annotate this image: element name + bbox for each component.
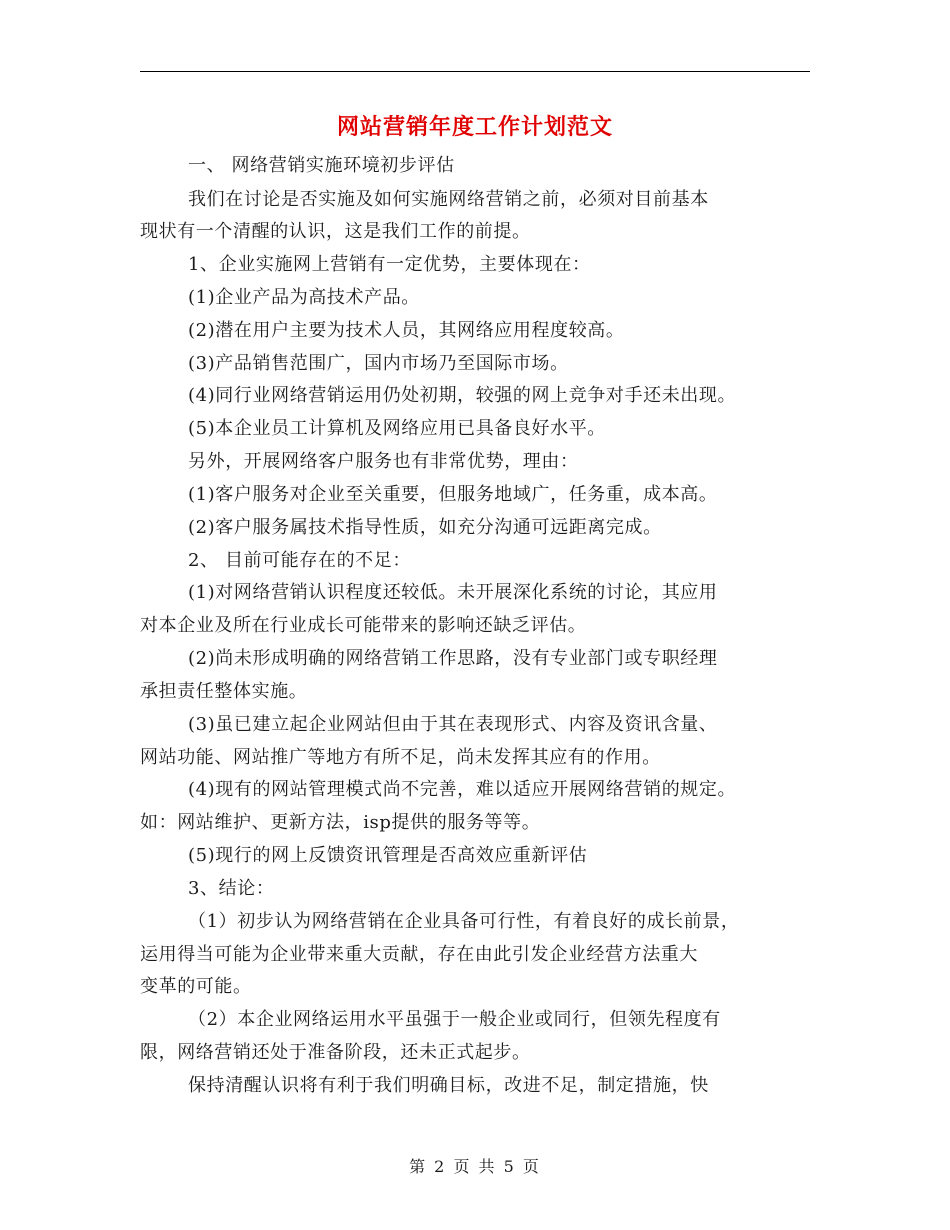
text-line: (3)虽已建立起企业网站但由于其在表现形式、内容及资讯含量、 (188, 714, 718, 735)
text-line: 3、结论： (188, 878, 275, 899)
text-line: （1）初步认为网络营销在企业具备可行性，有着良好的成长前景， (188, 911, 740, 932)
text-line: (1)企业产品为高技术产品。 (188, 287, 420, 308)
text-line: (2)尚未形成明确的网络营销工作思路，没有专业部门或专职经理 (188, 648, 718, 669)
text-line: (1)客户服务对企业至关重要，但服务地域广，任务重，成本高。 (188, 484, 718, 505)
text-line: 现状有一个清醒的认识，这是我们工作的前提。 (140, 221, 531, 242)
text-line: 变革的可能。 (140, 976, 252, 997)
text-line: 保持清醒认识将有利于我们明确目标，改进不足，制定措施，快 (188, 1075, 709, 1096)
document-title: 网站营销年度工作计划范文 (336, 115, 613, 140)
header-rule (140, 71, 810, 72)
text-line: 如：网站维护、更新方法，isp提供的服务等等。 (140, 812, 541, 833)
text-line: (4)同行业网络营销运用仍处初期，较强的网上竞争对手还未出现。 (188, 385, 737, 406)
text-line: 1、企业实施网上营销有一定优势，主要体现在： (188, 254, 591, 275)
text-line: (1)对网络营销认识程度还较低。未开展深化系统的讨论，其应用 (188, 582, 718, 603)
text-line: (3)产品销售范围广，国内市场乃至国际市场。 (188, 353, 569, 374)
text-line: 网站功能、网站推广等地方有所不足，尚未发挥其应有的作用。 (140, 747, 661, 768)
text-line: (5)本企业员工计算机及网络应用已具备良好水平。 (188, 418, 606, 439)
text-line: (4)现有的网站管理模式尚不完善，难以适应开展网络营销的规定。 (188, 779, 737, 800)
text-line: (2)客户服务属技术指导性质，如充分沟通可远距离完成。 (188, 517, 662, 538)
text-line: 我们在讨论是否实施及如何实施网络营销之前，必须对目前基本 (188, 189, 709, 210)
text-line: 2、 目前可能存在的不足： (188, 550, 411, 571)
page-number-footer: 第 2 页 共 5 页 (409, 1157, 541, 1176)
text-line: 运用得当可能为企业带来重大贡献，存在由此引发企业经营方法重大 (140, 944, 698, 965)
text-line: (5)现行的网上反馈资讯管理是否高效应重新评估 (188, 845, 588, 866)
text-line: 承担责任整体实施。 (140, 681, 308, 702)
text-line: 限，网络营销还处于准备阶段，还未正式起步。 (140, 1042, 531, 1063)
text-line: 对本企业及所在行业成长可能带来的影响还缺乏评估。 (140, 615, 587, 636)
text-line: (2)潜在用户主要为技术人员，其网络应用程度较高。 (188, 320, 625, 341)
text-line: 另外，开展网络客户服务也有非常优势，理由： (188, 451, 579, 472)
text-line: 一、 网络营销实施环境初步评估 (188, 155, 455, 176)
text-line: （2）本企业网络运用水平虽强于一般企业或同行，但领先程度有 (188, 1009, 721, 1030)
